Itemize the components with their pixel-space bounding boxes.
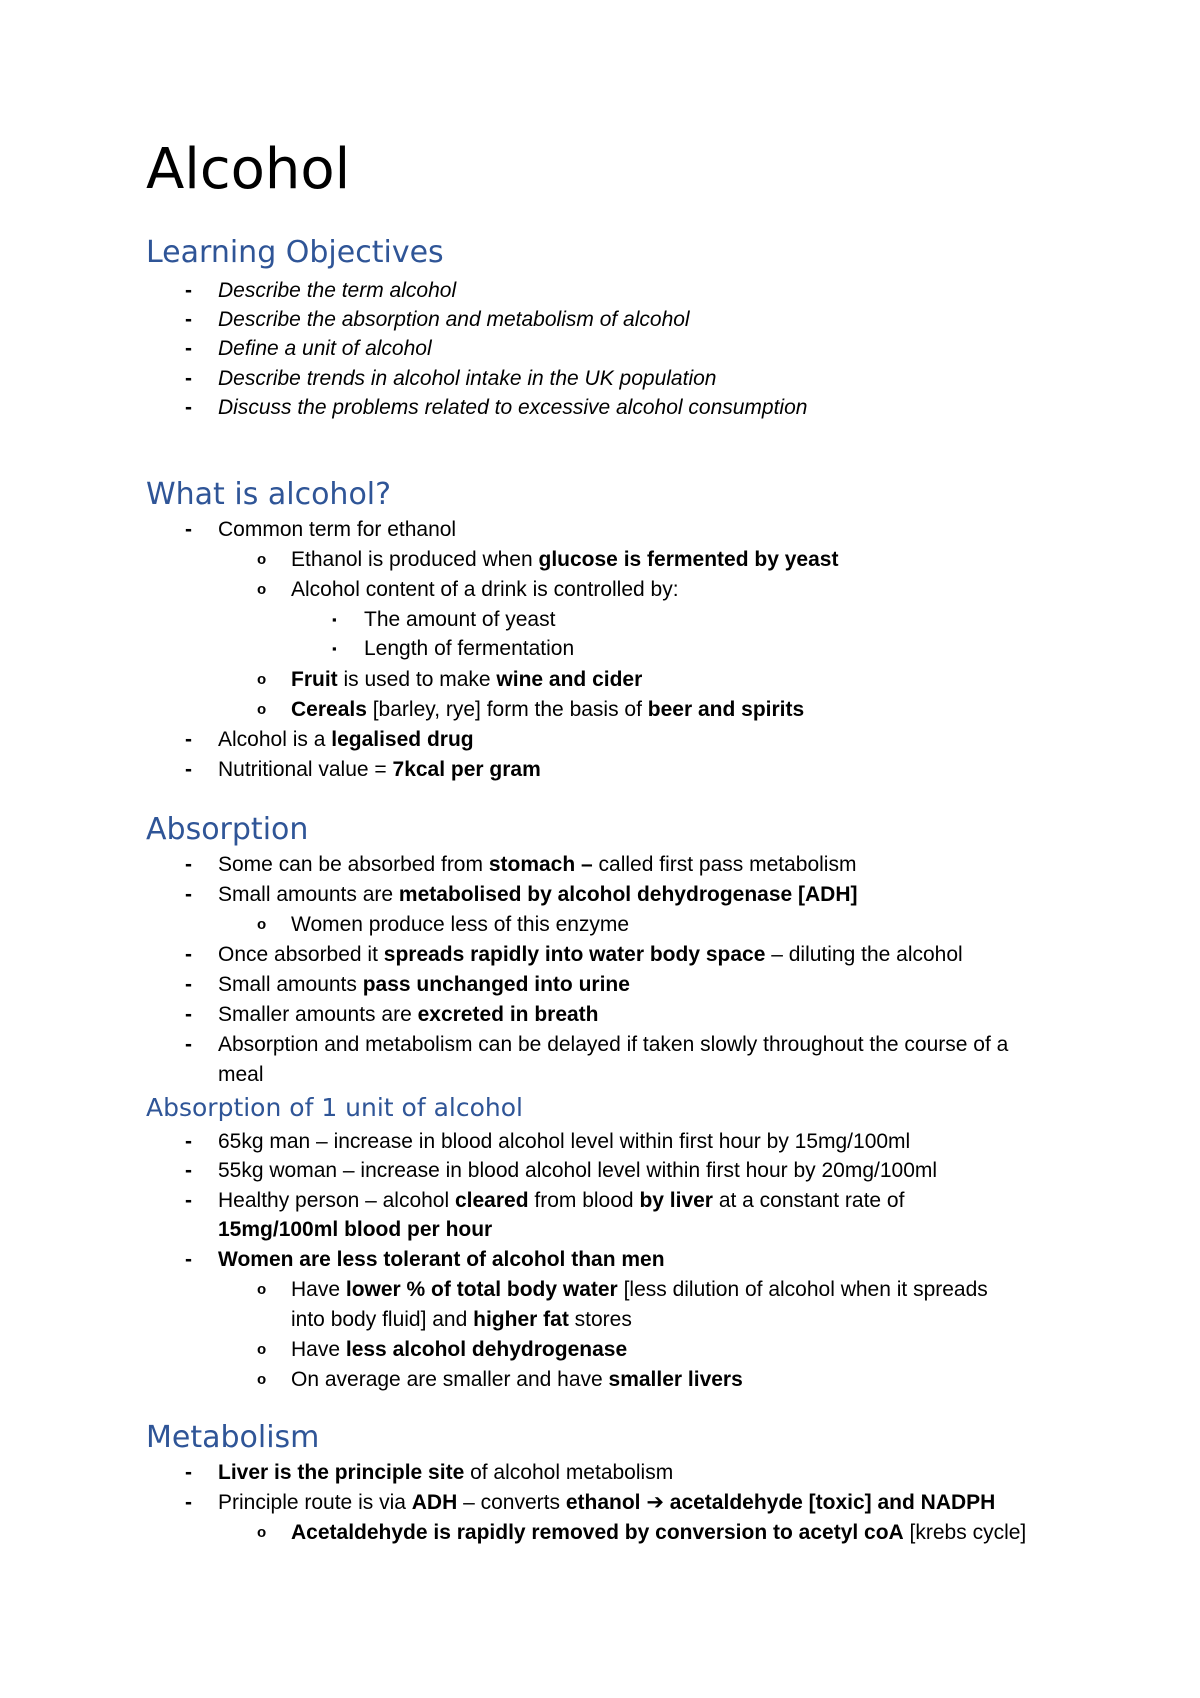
list-item: Nutritional value = 7kcal per gram (218, 758, 541, 781)
objective-item: Describe the absorption and metabolism of alcohol (218, 308, 690, 331)
list-item: Cereals [barley, rye] form the basis of beer and spirits (291, 698, 805, 721)
list-item: Common term for ethanol (218, 518, 457, 541)
document-title: Alcohol (146, 137, 351, 202)
bullet-dash: - (185, 1248, 192, 1271)
list-item: Smaller amounts are excreted in breath (218, 1003, 599, 1026)
bullet-dash: - (185, 943, 192, 966)
bullet-circle: o (257, 916, 267, 933)
bullet-dash: - (185, 308, 192, 331)
objective-item: Define a unit of alcohol (218, 337, 432, 360)
bullet-dash: - (185, 396, 192, 419)
list-item: Have lower % of total body water [less dilution of alcohol when it spreads (291, 1278, 988, 1301)
list-item: Ethanol is produced when glucose is fermented by yeast (291, 548, 839, 571)
bullet-dash: - (185, 518, 192, 541)
bullet-circle: o (257, 671, 267, 688)
bullet-square: ▪ (332, 641, 337, 656)
bullet-dash: - (185, 337, 192, 360)
bullet-dash: - (185, 279, 192, 302)
heading-metabolism: Metabolism (146, 1420, 320, 1455)
bullet-dash: - (185, 1461, 192, 1484)
arrow-right-icon: ➔ (646, 1491, 664, 1514)
list-item: Healthy person – alcohol cleared from blood by liver at a constant rate of (218, 1189, 905, 1212)
bullet-dash: - (185, 1033, 192, 1056)
list-item: Acetaldehyde is rapidly removed by conversion to acetyl coA [krebs cycle] (291, 1521, 1027, 1544)
heading-absorption: Absorption (146, 812, 309, 847)
bullet-circle: o (257, 1371, 267, 1388)
bullet-dash: - (185, 728, 192, 751)
list-item: 65kg man – increase in blood alcohol level within first hour by 15mg/100ml (218, 1130, 911, 1153)
bullet-dash: - (185, 367, 192, 390)
list-item: Have less alcohol dehydrogenase (291, 1338, 628, 1361)
objective-item: Describe trends in alcohol intake in the UK population (218, 367, 717, 390)
list-item: Small amounts pass unchanged into urine (218, 973, 630, 996)
bullet-circle: o (257, 551, 267, 568)
list-item: Absorption and metabolism can be delayed if taken slowly throughout the course of a meal (218, 1033, 1009, 1086)
bullet-dash: - (185, 1130, 192, 1153)
list-item-continuation: 15mg/100ml blood per hour (218, 1218, 493, 1241)
list-item: 55kg woman – increase in blood alcohol level within first hour by 20mg/100ml (218, 1159, 938, 1182)
objective-item: Describe the term alcohol (218, 279, 457, 302)
list-item: Women produce less of this enzyme (291, 913, 630, 936)
bullet-circle: o (257, 1281, 267, 1298)
list-item: Small amounts are metabolised by alcohol dehydrogenase [ADH] (218, 883, 858, 906)
bullet-dash: - (185, 1003, 192, 1026)
list-item: Once absorbed it spreads rapidly into water body space – diluting the alcohol (218, 943, 963, 966)
bullet-circle: o (257, 1341, 267, 1358)
list-item: Fruit is used to make wine and cider (291, 668, 643, 691)
bullet-square: ▪ (332, 612, 337, 627)
list-item: Principle route is via ADH – converts ethanol ➔ acetaldehyde [toxic] and NADPH (218, 1491, 996, 1514)
list-item: On average are smaller and have smaller livers (291, 1368, 743, 1391)
bullet-dash: - (185, 758, 192, 781)
bullet-dash: - (185, 1491, 192, 1514)
heading-what-is-alcohol: What is alcohol? (146, 477, 392, 512)
list-item: Liver is the principle site of alcohol metabolism (218, 1461, 674, 1484)
list-item: Some can be absorbed from stomach – called first pass metabolism (218, 853, 857, 876)
list-item: Length of fermentation (364, 637, 575, 660)
list-item: Alcohol is a legalised drug (218, 728, 474, 751)
list-item: Women are less tolerant of alcohol than men (218, 1248, 665, 1271)
bullet-circle: o (257, 581, 267, 598)
list-item: The amount of yeast (364, 608, 556, 631)
bullet-dash: - (185, 1159, 192, 1182)
bullet-dash: - (185, 853, 192, 876)
bullet-dash: - (185, 973, 192, 996)
heading-absorption-unit: Absorption of 1 unit of alcohol (146, 1093, 523, 1122)
list-item: Alcohol content of a drink is controlled by: (291, 578, 679, 601)
bullet-circle: o (257, 1524, 267, 1541)
heading-learning-objectives: Learning Objectives (146, 235, 444, 270)
list-item-continuation: into body fluid] and higher fat stores (291, 1308, 632, 1331)
bullet-dash: - (185, 1189, 192, 1212)
bullet-dash: - (185, 883, 192, 906)
objective-item: Discuss the problems related to excessive alcohol consumption (218, 396, 808, 419)
bullet-circle: o (257, 701, 267, 718)
